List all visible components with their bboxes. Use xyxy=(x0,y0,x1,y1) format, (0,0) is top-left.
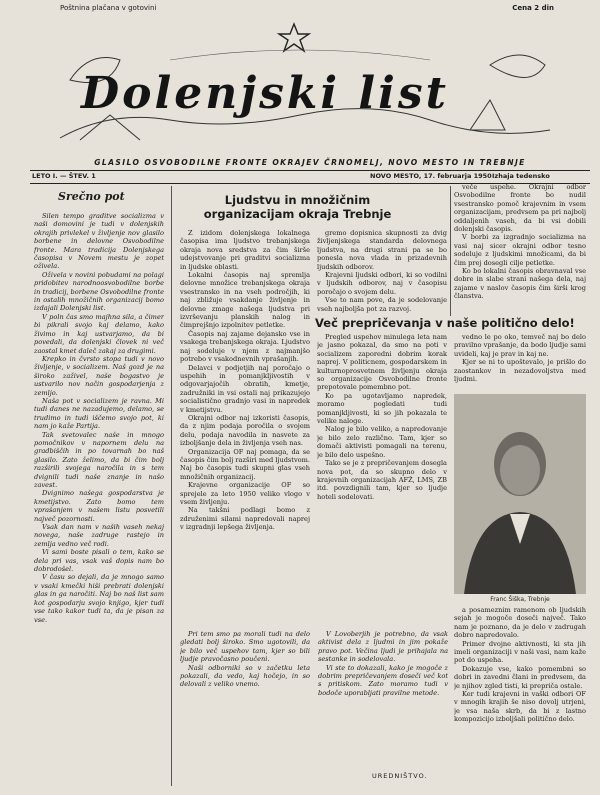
article1-col-a xyxy=(180,229,310,629)
article-bottom-italic xyxy=(180,630,448,770)
paragraph: Ko bo lokalni časopis obravnaval vse dobre in slabe strani našega dela, naj zajame v naslov časopis čim širši krog članstva. xyxy=(454,267,586,301)
paragraph: veče uspehe. Okrajni odbor Osvobodilne fronte bo nudil vsestransko pomoč krajevnim in vsem organizacijam, predvsem pa pri najbolj oddaljenih vaseh, da bi vsi dobili dolenjski časopis. xyxy=(454,183,586,234)
column-divider xyxy=(450,186,451,316)
portrait-photo xyxy=(454,394,586,594)
paragraph: Delavci v podjetjih naj poročajo o uspehih in pomanjkljivostih v odgovarjajočih obratih, kmetje, zadružniki in vsi ostali naj prikazujejo socialistično gradnjo vasi in napredek v kmetijstvu. xyxy=(180,363,310,414)
issue-date: NOVO MESTO, 17. februarja 1950 xyxy=(370,172,492,180)
issue-info-bar xyxy=(30,170,590,184)
photo-caption: Franc Šiška, Trebnje xyxy=(490,596,550,603)
issue-frequency: Izhaja tedensko xyxy=(492,172,550,180)
paragraph: Lokalni časopis naj spremlja delovne množice trebanjskega okraja vsestransko in na vseh področjih, ki naj zbližuje vsakdanje življenje in delovne zmage našega ljudstva pri izvrševanju planskih nalog in čimprejšnjo izpolnitev petletke. xyxy=(180,271,310,330)
paragraph: Naša pot v socializem je ravna. Mi tudi danes ne nazadujemo, delamo, se trudimo in tudi iščemo svojo pot, ki nam jo kaže Partija. xyxy=(34,396,164,431)
paragraph: Vsak dan nam v naših vaseh nekaj novega, naše zadruge rastejo in zemlja vedno več rodi. xyxy=(34,523,164,548)
paragraph: Pregled uspehov minulega leta nam je jasno pokazal, da smo na poti v socializem zaporedni dobrim korak naprej. V politicnem, gospodarskem in kulturnoprosvetnem življenju okraja so organizacije Osvobodilne fronte prepotovale pomembno pot. xyxy=(317,333,447,392)
paragraph: Kjer se ni to upoštevalo, je prišlo do zaostankov in nezadovoljstva med ljudmi. xyxy=(454,358,586,384)
issue-number: LETO I. — ŠTEV. 1 xyxy=(32,172,96,180)
paragraph: Nalog je bilo veliko, a napredovanje je bilo zelo različno. Tam, kjer so domači aktivisti pomagali na terenu, je bilo delo uspešno. xyxy=(317,425,447,459)
paragraph: vedno le po oko, temveč naj bo delo pravilno vprašanje, da bodo ljudje sami uvideli, kaj je prav in kaj ne. xyxy=(454,333,586,358)
paragraph: V Lovoberjih je potrebno, da vsak aktivist dela z ljudmi in jim pokaže pravo pot. Večina ljudi je prihajala na sestanke in sodelovala. xyxy=(318,630,448,664)
paragraph: Tak svetovalec naše in mnogo pomočnikov v napornem delu na gradbiščih in po tovarnah bo naš glasilo. Zato želimo, da bi čim bolj razširili svojega naročila in s tem dvignili tudi naše znanje in našo zavest. xyxy=(34,430,164,489)
paragraph: Vi sami boste pisali o tem, kako se dela pri vas, vsak vaš dopis nam bo dobrodošel. xyxy=(34,548,164,574)
paragraph: Dvignimo našega gospodarstva je kmetijstvo. Zato bomo tem vprašanjem v našem listu posvetili največ pozornosti. xyxy=(34,489,164,523)
newspaper-title: Dolenjski list xyxy=(81,68,449,119)
paragraph: Z izidom dolenjskega lokalnega časopisa ima ljudstvo trebanjskega okraja nova sredstva za čim širše udejstvovanje pri graditvi socializma in ljudske oblasti. xyxy=(180,229,310,271)
paragraph: V poln čas smo majhna sila, a čimer bi pikrali svojo kaj delamo, kako živimo in kaj ustvarjamo, da bi povedali, da dolenjski človek ni več zaostal kmet daleč zakaj za drugimi. xyxy=(34,312,164,355)
column1-text xyxy=(34,212,164,787)
paragraph: V času so dejali, da je mnogo samo v vsaki kmečki hiši prebrati dolenjski glas in ga naročiti. Naj bo naš list sam kot gospodarju svojo knjigo, kjer tudi vse tako kakor tudi ta, da je pisan za vse. xyxy=(34,573,164,624)
column-divider xyxy=(171,186,172,786)
paragraph: Ker tudi krajevni in vaški odbori OF v mnogih krajih še niso dovolj utrjeni, je vsa naša skrb, da bi z lastno kompozicijo izboljšali politično delo. xyxy=(454,690,586,724)
paragraph: Silen tempo graditve socializma v naši domovini je tudi v dolenjskih okrajih privlekel v življenje nov glasilo borbene in delovne Osvobodilne fronte. Mara tradicija Dolenjskega časopisa v Novem mestu je zopet oživela. xyxy=(34,212,164,271)
paragraph: Naši odborniki so v začetku leta pokazali, da vedo, kaj hočejo, in so delovali z veliko vnemo. xyxy=(180,663,310,689)
paragraph: Ko pa ugotavljamo napredek, moramo pogledati tudi pomanjkljivosti, ki so jih pokazala te velike naloge. xyxy=(317,391,447,426)
paragraph: Primer dvojne aktivnosti, ki sta jih imeli organizaciji v naši vasi, nam kaže pot do uspeha. xyxy=(454,639,586,665)
paragraph: a posameznim ramenom ob ljudskih sejah je mogoče doseči največ. Tako nam je poznano, da je delo v zadrugah dobro napredovalo. xyxy=(454,606,586,640)
article1-headline: Ljudstvu in množičnim organizacijam okraja Trebnje xyxy=(203,193,392,221)
paragraph: Dokazuje vse, kako pomembni so dobri in zavedni člani in predvsem, da je njihov zgled tisti, ki prepriča ostale. xyxy=(454,664,586,690)
paragraph: Krajevne organizacije OF so sprejele za leto 1950 veliko vlogo v vsem življenju. xyxy=(180,481,310,506)
paragraph: gremo dopisnica skupnosti za dvig življenjskega standarda delovnega ljudstva, na drugi strani pa se bo ponesla nova vlada in prizadevnih ljudskih odborov. xyxy=(317,229,447,271)
paragraph: Tako se je z prepričevanjem dosegla nova pot, da so skupno delo v krajevnih organizacijah AFŽ, LMS, ZB itd. povzdignili tam, kjer so ljudje hoteli sodelovati. xyxy=(317,459,447,501)
article1-col-b xyxy=(317,229,447,319)
paragraph: Okrajni odbor naj izkoristi časopis, da z njim podaja poročila o svojem delu, podaja navodila in nasvete za izboljšanje dela in življenja vseh nas. xyxy=(180,413,310,448)
paragraph: Oživela v novini pobudami na polagi pridobitev narodnoosvobodilne borbe in tradicij, borbene Osvobodilne fronte in ostalih množičnih organizacij bomo izdajali Dolenjski list. xyxy=(34,270,164,313)
newspaper-subtitle: GLASILO OSVOBODILNE FRONTE OKRAJEV ČRNOMELJ, NOVO MESTO IN TREBNJE xyxy=(94,158,526,167)
paragraph: Na takšni podlagi bomo z združenimi silami napredovali naprej v izgradnji lepšega življenja. xyxy=(180,506,310,532)
paragraph: V borbi za izgradnjo socializma na vasi naj sicer okrajni odbor tesno sodeluje z ljudskimi množicami, da bi čim prej dosegli cilje petletke. xyxy=(454,233,586,267)
article2-col-b xyxy=(454,333,586,393)
paragraph: Vi ste to dokazali, kako je mogoče z dobrim prepričevanjem doseči več kot s pritiskom. Zato moramo tudi v bodoče uporabljati pravilne metode. xyxy=(318,663,448,697)
paragraph: Vse to nam pove, da je sodelovanje vseh najboljša pot za razvoj. xyxy=(317,296,447,313)
price-note: Cena 2 din xyxy=(512,4,554,12)
paragraph: Organizacija OF naj pomaga, da se časopis čim bolj razširi med ljudstvom. Naj bo časopis tudi skupni glas vseh množičnih organizacij. xyxy=(180,447,310,481)
right-top-text xyxy=(454,183,586,303)
postage-note: Poštnina plačana v gotovini xyxy=(60,4,157,12)
editorial-signature: UREDNIŠTVO. xyxy=(372,772,428,780)
paragraph: Krajevni ljudski odbori, ki so vodilni v ljudskih odborov, naj v časopisu poročajo o svojem delu. xyxy=(317,271,447,296)
paragraph: Krepko in čvrsto stopa tudi v novo življenje, v socializem. Naš gozd je na široko zaživel, naše bogastvo je ustvarilo nov način gospodarjenja z zemljo. xyxy=(34,354,164,397)
article2-col-c xyxy=(454,606,586,786)
paragraph: Časopis naj zajame dejansko vse in vsakega trebanjskega okraja. Ljudstvo naj sodeluje v njem z najmanjšo potrebo v vsakodnevnih vprašanjih. xyxy=(180,329,310,364)
portrait-icon xyxy=(454,394,586,594)
article2-headline: Več prepričevanja v naše politično delo! xyxy=(315,316,575,330)
column1-heading: Srečno pot xyxy=(58,190,125,203)
star-icon xyxy=(279,24,309,51)
paragraph: Pri tem smo pa morali tudi na delo gledati bolj široko. Smo ugotovili, da je bilo več uspehov tam, kjer so bili ljudje pravočasno poučeni. xyxy=(180,630,310,664)
